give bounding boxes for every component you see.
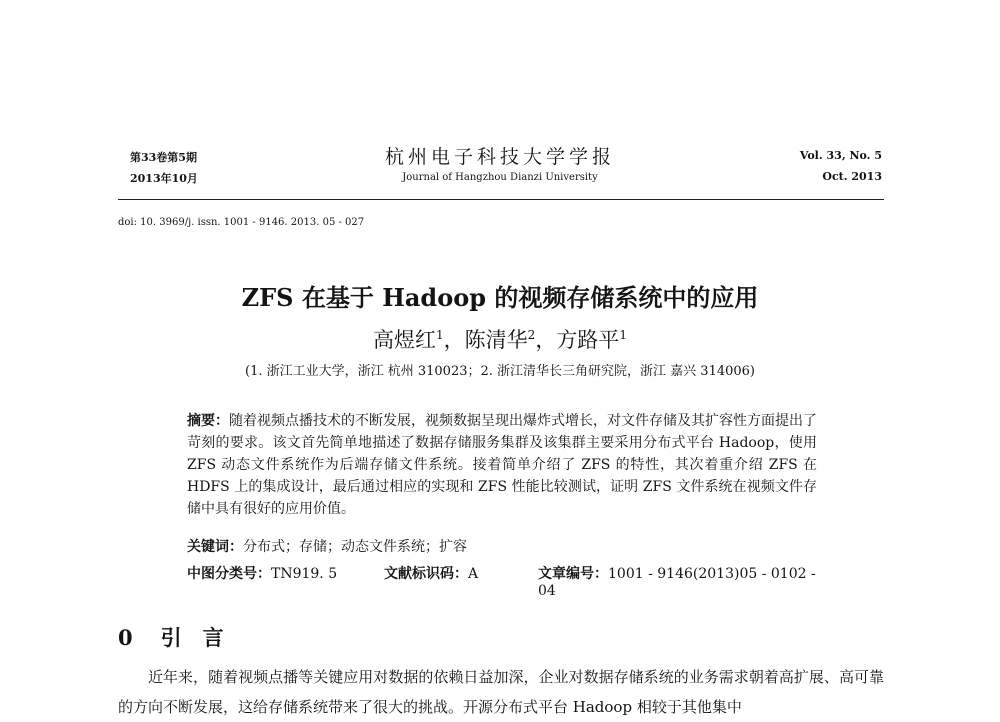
article-number (538, 563, 817, 599)
keywords-label: 关键词： (187, 539, 243, 555)
abstract-label: 摘要： (187, 413, 229, 429)
keywords (187, 536, 817, 556)
section-number: 0 (118, 625, 133, 650)
author-affiliation-mark: 1 (619, 328, 627, 342)
document-code-label: 文献标识码： (384, 566, 468, 582)
author-name: 陈清华 (464, 328, 528, 352)
header-rule (118, 199, 884, 200)
volume-issue-en: Vol. 33, No. 5 (799, 149, 882, 162)
document-code (384, 563, 478, 583)
paper-title: ZFS 在基于 Hadoop 的视频存储系统中的应用 (241, 283, 759, 312)
classification-value: TN919. 5 (271, 566, 338, 582)
section-title: 引 言 (160, 625, 224, 650)
volume-issue-cn: 第33卷第5期 (130, 151, 197, 164)
author-name: 方路平 (556, 328, 620, 352)
author-affiliation-mark: 1 (436, 328, 444, 342)
date-cn: 2013年10月 (130, 172, 198, 185)
doi: doi: 10. 3969/j. issn. 1001 - 9146. 2013. 05 - 027 (118, 217, 365, 228)
article-number-value: 1001 - 9146(2013)05 - 0102 - 04 (538, 566, 816, 599)
author-affiliation-mark: 2 (527, 328, 536, 342)
journal-title-en: Journal of Hangzhou Dianzi University (402, 172, 598, 183)
author-list: 高煜红$^1$，陈清华$^2$，方路平$^1$ (373, 328, 627, 352)
journal-title-cn: 杭州电子科技大学学报 (384, 146, 615, 168)
abstract (187, 410, 817, 520)
author-name: 高煜红 (373, 328, 437, 352)
section-heading (118, 622, 224, 652)
keywords-text: 分布式；存储；动态文件系统；扩容 (243, 539, 467, 555)
date-en: Oct. 2013 (822, 170, 882, 183)
abstract-text: 随着视频点播技术的不断发展，视频数据呈现出爆炸式增长，对文件存储及其扩容性方面提出了苛刻的要求。该文首先简单地描述了数据存储服务集群及该集群主要采用分布式平台 Hadoop，使用 ZFS 动态文件系统作为后端存储文件系统。接着简单介绍了 ZFS 的特性，其次着重介绍 ZFS 在 HDFS 上的集成设计，最后通过相应的实现和 ZFS 性能比较测试，证明 ZFS 文件系统在视频文件存储中具有很好的应用价值。 (187, 413, 817, 517)
classification-row (187, 563, 817, 599)
article-number-label: 文章编号： (538, 566, 608, 582)
affiliations: (1. 浙江工业大学，浙江 杭州 310023；2. 浙江清华长三角研究院，浙江 嘉兴 314006) (245, 364, 755, 379)
body-paragraph: 近年来，随着视频点播等关键应用对数据的依赖日益加深，企业对数据存储系统的业务需求朝着高扩展、高可靠的方向不断发展，这给存储系统带来了很大的挑战。开源分布式平台 Hadoop 相较于其他集中 (118, 668, 884, 716)
classification-label: 中图分类号： (187, 566, 271, 582)
document-code-value: A (468, 566, 479, 582)
